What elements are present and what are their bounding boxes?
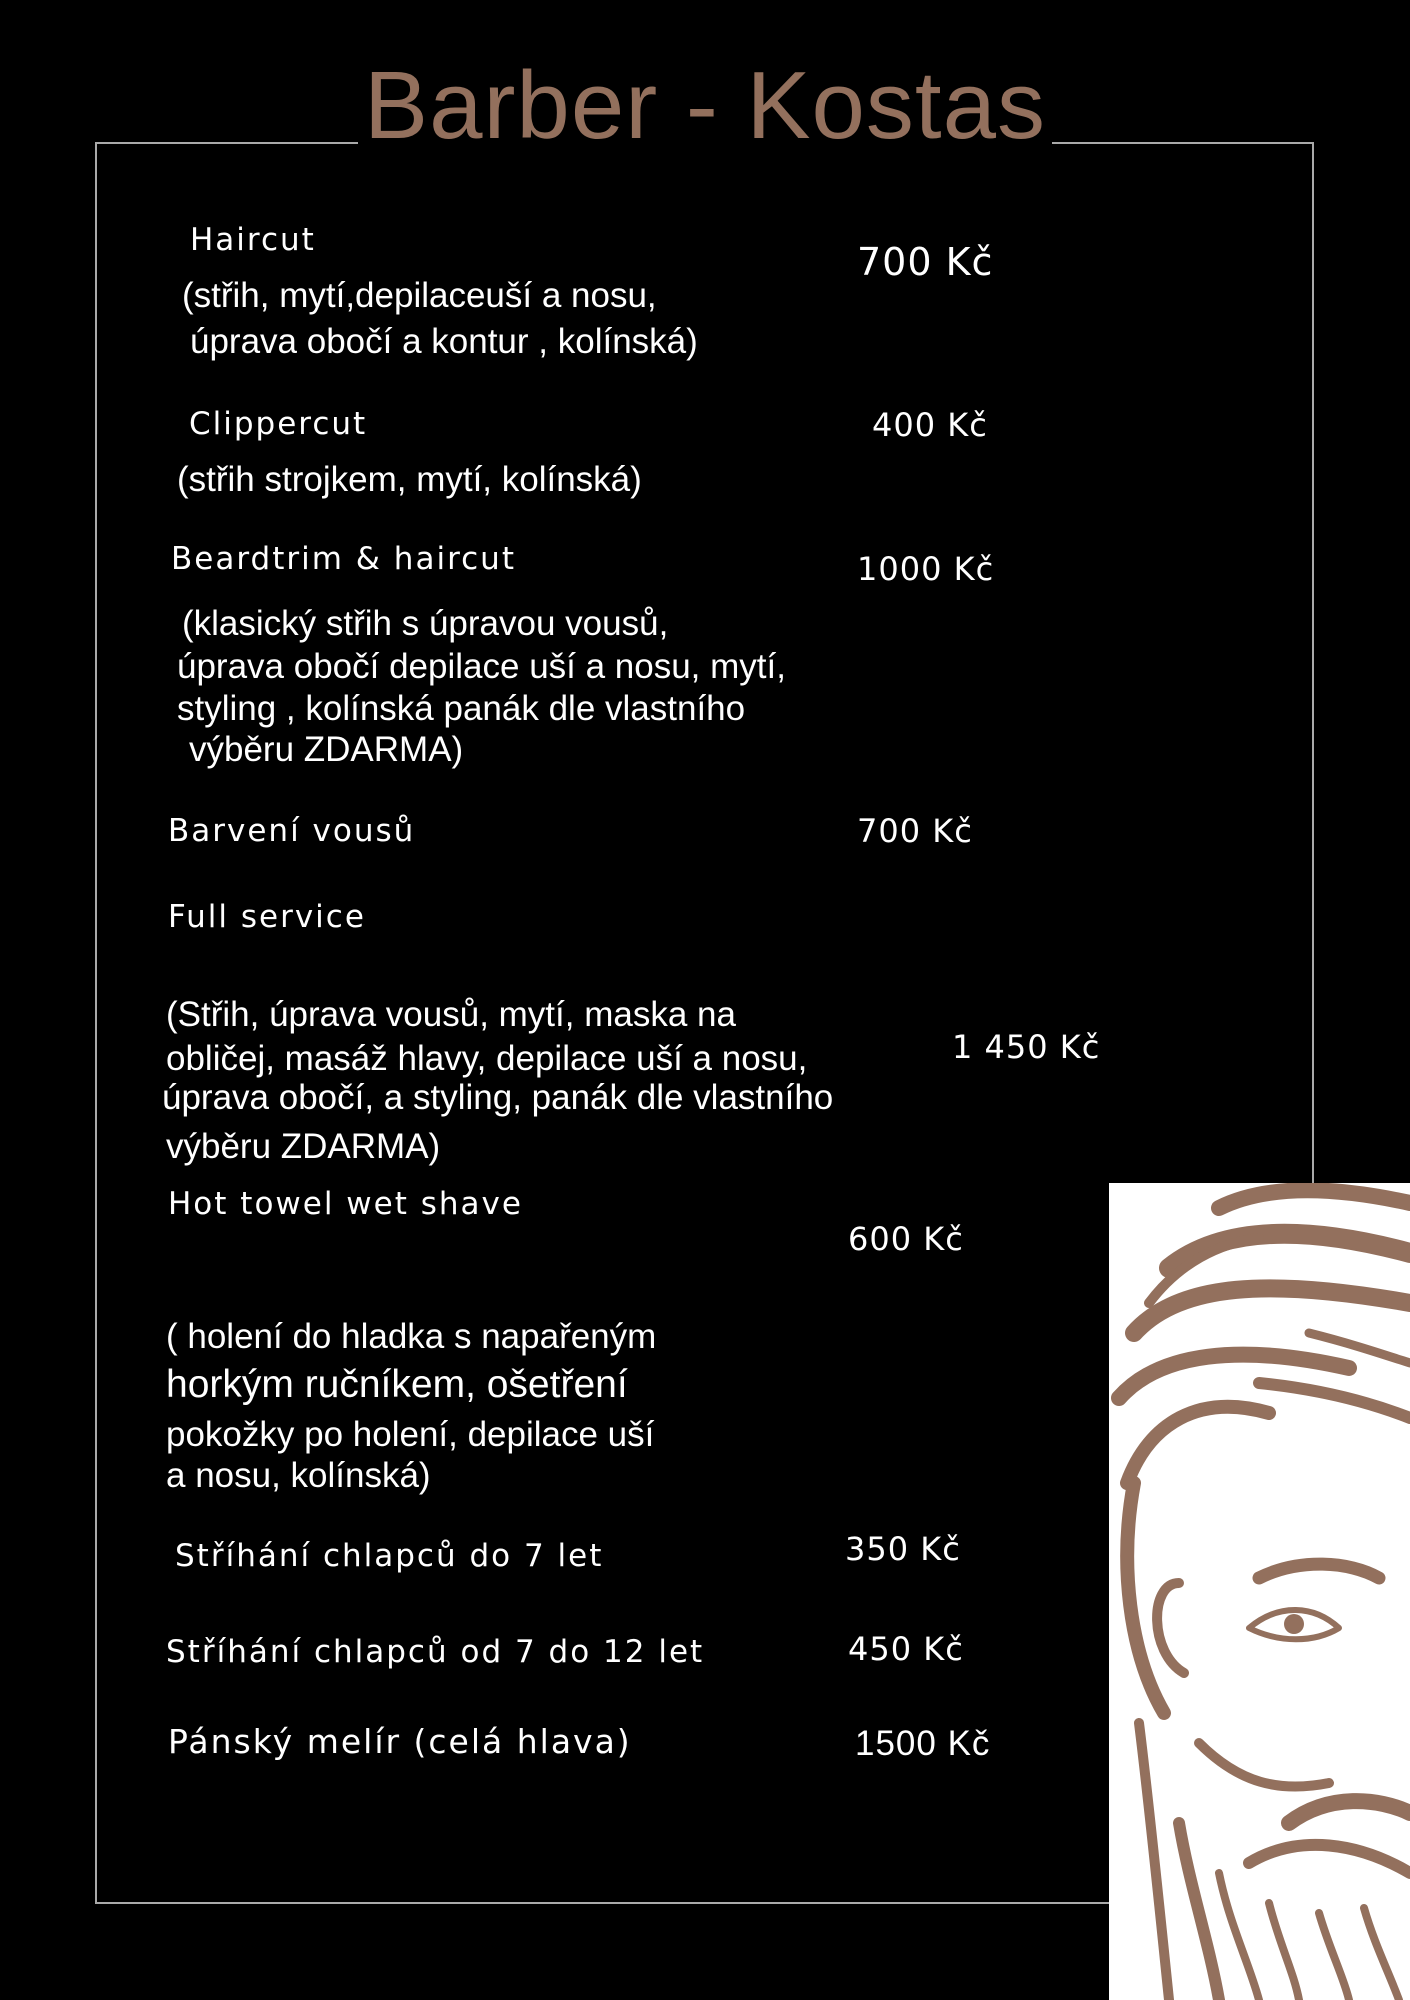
service-name-beardtrim-haircut: Beardtrim & haircut (171, 541, 516, 577)
service-price-beardtrim-haircut: 1000 Kč (857, 550, 995, 588)
bearded-man-illustration (1109, 1183, 1410, 2000)
service-desc-beardtrim-2: úprava obočí depilace uší a nosu, mytí, (177, 647, 786, 686)
service-desc-full-1: (Střih, úprava vousů, mytí, maska na (166, 995, 736, 1034)
service-desc-clippercut-1: (střih strojkem, mytí, kolínská) (177, 460, 642, 499)
service-desc-full-4: výběru ZDARMA) (166, 1127, 441, 1166)
service-name-mens-highlights: Pánský melír (celá hlava) (168, 1722, 632, 1761)
service-price-boys-under-7: 350 Kč (845, 1530, 961, 1568)
service-name-boys-under-7: Stříhání chlapců do 7 let (175, 1538, 604, 1574)
service-desc-haircut-2: úprava obočí a kontur , kolínská) (190, 322, 698, 361)
service-name-full-service: Full service (168, 899, 366, 935)
service-name-beard-dyeing: Barvení vousů (168, 813, 416, 849)
service-price-mens-highlights: 1500 Kč (855, 1724, 991, 1763)
service-price-beard-dyeing: 700 Kč (857, 812, 973, 850)
service-price-hot-towel: 600 Kč (848, 1220, 964, 1258)
service-desc-beardtrim-4: výběru ZDARMA) (189, 730, 464, 769)
service-desc-hottowel-4: a nosu, kolínská) (166, 1456, 431, 1495)
service-desc-beardtrim-1: (klasický střih s úpravou vousů, (182, 604, 669, 643)
service-desc-hottowel-1: ( holení do hladka s napařeným (166, 1317, 657, 1356)
service-name-haircut: Haircut (190, 222, 316, 258)
service-desc-hottowel-3: pokožky po holení, depilace uší (166, 1415, 655, 1454)
service-name-clippercut: Clippercut (189, 406, 368, 442)
service-desc-beardtrim-3: styling , kolínská panák dle vlastního (177, 689, 746, 728)
service-desc-haircut-1: (střih, mytí,depilaceuší a nosu, (182, 276, 657, 315)
service-price-haircut: 700 Kč (857, 240, 994, 284)
service-desc-full-2: obličej, masáž hlavy, depilace uší a nosu, (166, 1039, 808, 1078)
service-desc-hottowel-2: horkým ručníkem, ošetření (166, 1363, 628, 1406)
service-price-clippercut: 400 Kč (872, 406, 988, 444)
service-price-boys-7-12: 450 Kč (848, 1630, 964, 1668)
page-title: Barber - Kostas (0, 58, 1410, 154)
service-name-boys-7-12: Stříhání chlapců od 7 do 12 let (166, 1634, 705, 1670)
service-name-hot-towel: Hot towel wet shave (168, 1186, 523, 1222)
bearded-man-icon (1109, 1183, 1410, 2000)
service-price-full-service: 1 450 Kč (952, 1028, 1101, 1066)
service-desc-full-3: úprava obočí, a styling, panák dle vlastního (162, 1078, 834, 1117)
